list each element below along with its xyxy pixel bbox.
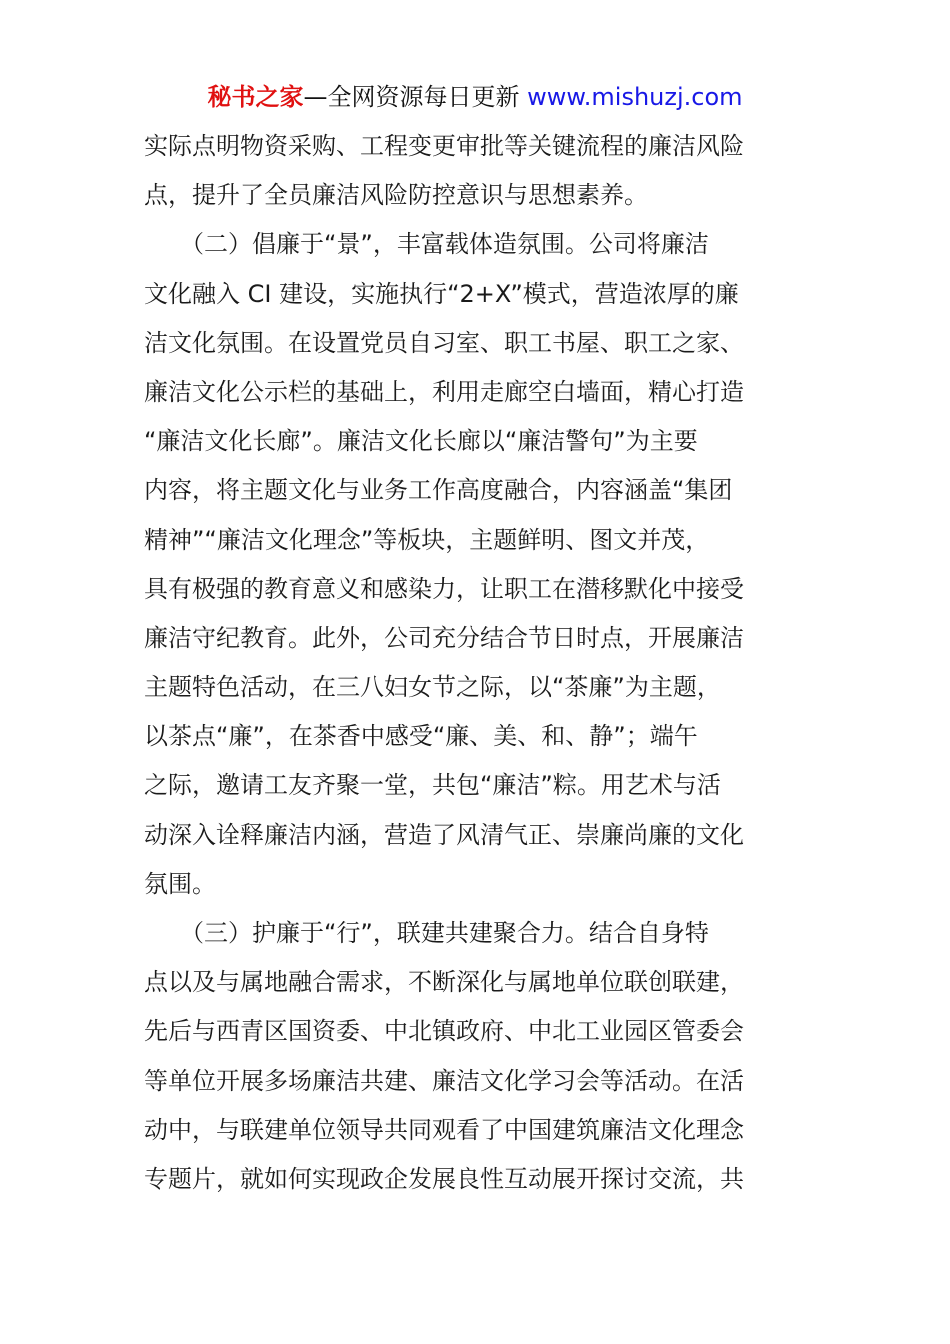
- text-line: 点以及与属地融合需求，不断深化与属地单位联创联建，: [144, 968, 744, 997]
- text-line: 实际点明物资采购、工程变更审批等关键流程的廉洁风险: [144, 132, 744, 160]
- text-line: 点，提升了全员廉洁风险防控意识与思想素养。: [144, 181, 648, 210]
- text-line: （三）护廉于“行”，联建共建聚合力。结合自身特: [144, 919, 709, 947]
- text-line: 内容，将主题文化与业务工作高度融合，内容涵盖“集团: [144, 476, 733, 505]
- text-line: 先后与西青区国资委、中北镇政府、中北工业园区管委会: [144, 1017, 744, 1046]
- text-line: 之际，邀请工友齐聚一堂，共包“廉洁”粽。用艺术与活: [144, 771, 721, 800]
- text-line: 精神”“廉洁文化理念”等板块，主题鲜明、图文并茂，: [144, 525, 710, 554]
- text-line: 动深入诠释廉洁内涵，营造了风清气正、崇廉尚廉的文化: [144, 820, 744, 849]
- text-line: “廉洁文化长廊”。廉洁文化长廊以“廉洁警句”为主要: [144, 427, 698, 456]
- text-line: 主题特色活动，在三八妇女节之际，以“茶廉”为主题，: [144, 673, 721, 702]
- site-url-link[interactable]: www.mishuzj.com: [527, 83, 743, 111]
- text-line: 文化融入 CI 建设，实施执行“2+X”模式，营造浓厚的廉: [144, 279, 739, 308]
- document-body: [144, 122, 814, 1204]
- text-line: 廉洁文化公示栏的基础上，利用走廊空白墙面，精心打造: [144, 377, 744, 406]
- text-line: 以茶点“廉”，在茶香中感受“廉、美、和、静”；端午: [144, 722, 698, 751]
- brand-name: 秘书之家: [207, 83, 304, 111]
- text-line: 廉洁守纪教育。此外，公司充分结合节日时点，开展廉洁: [144, 623, 744, 652]
- text-line: 具有极强的教育意义和感染力，让职工在潜移默化中接受: [144, 574, 744, 603]
- text-line: 专题片，就如何实现政企发展良性互动展开探讨交流，共: [144, 1164, 744, 1193]
- text-line: 动中，与联建单位领导共同观看了中国建筑廉洁文化理念: [144, 1115, 744, 1144]
- text-line: 氛围。: [144, 869, 216, 898]
- header-tagline: —全网资源每日更新: [303, 83, 528, 111]
- text-line: （二）倡廉于“景”，丰富载体造氛围。公司将廉洁: [144, 230, 709, 259]
- text-line: 等单位开展多场廉洁共建、廉洁文化学习会等活动。在活: [144, 1066, 744, 1095]
- text-line: 洁文化氛围。在设置党员自习室、职工书屋、职工之家、: [144, 328, 744, 357]
- site-header: [0, 82, 950, 112]
